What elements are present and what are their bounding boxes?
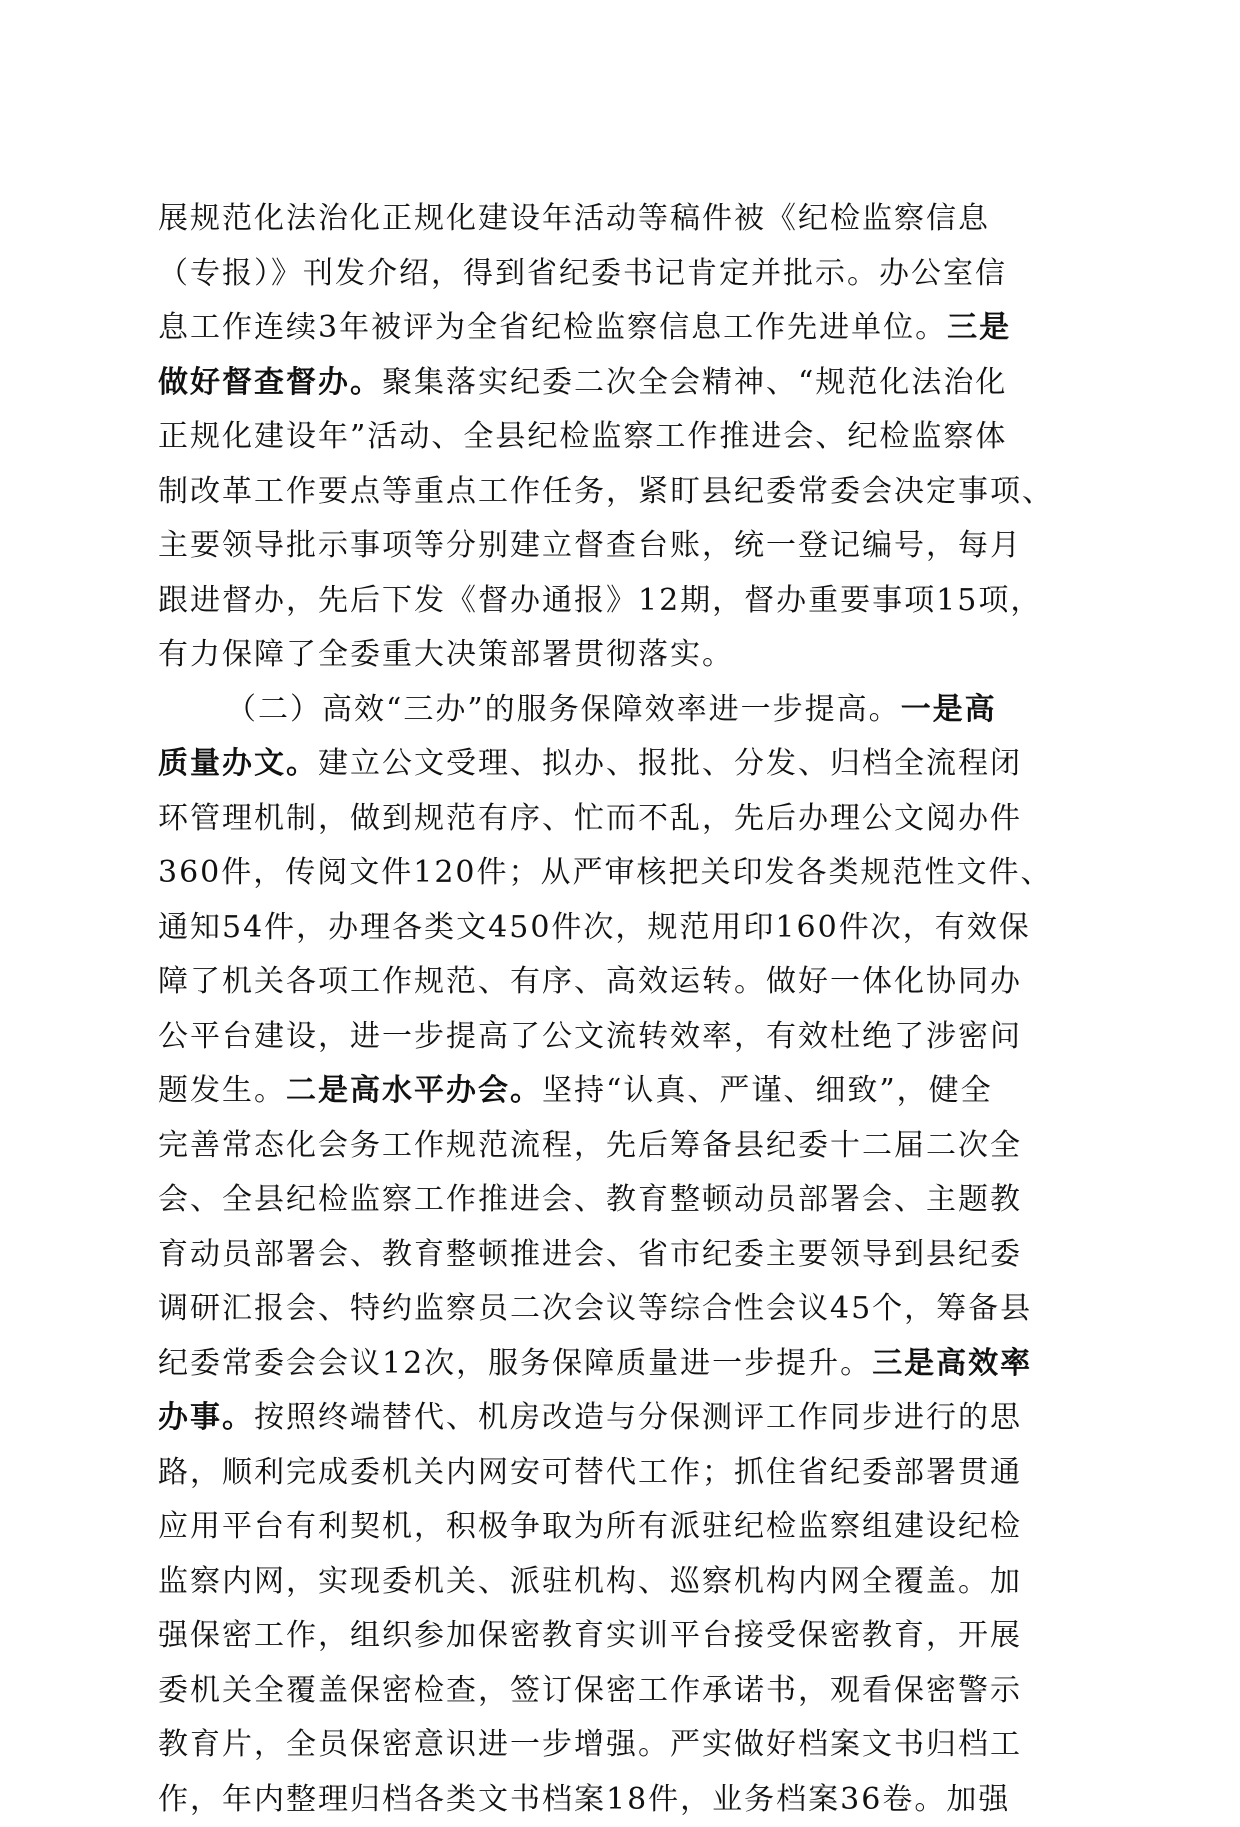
bold-heading-run: 办事。 [158, 1400, 254, 1435]
text-line [158, 1337, 1078, 1392]
text-run: 完善常态化会务工作规范流程，先后筹备县纪委十二届二次全 [158, 1128, 1022, 1163]
text-line [158, 1119, 1078, 1174]
text-line [158, 1010, 1078, 1065]
bold-heading-run: 一是高 [901, 692, 997, 727]
text-run: 制改革工作要点等重点工作任务，紧盯县纪委常委会决定事项、 [158, 474, 1054, 509]
text-run: 会、全县纪检监察工作推进会、教育整顿动员部署会、主题教 [158, 1182, 1022, 1217]
body-text [158, 192, 1078, 1827]
text-line [158, 1391, 1078, 1446]
text-run: 育动员部署会、教育整顿推进会、省市纪委主要领导到县纪委 [158, 1237, 1022, 1272]
text-run: 纪委常委会会议12次，服务保障质量进一步提升。 [158, 1346, 872, 1381]
text-run: 监察内网，实现委机关、派驻机构、巡察机构内网全覆盖。加 [158, 1564, 1022, 1599]
text-line [158, 1282, 1078, 1337]
text-line [158, 955, 1078, 1010]
text-line [158, 737, 1078, 792]
text-run: 作，年内整理归档各类文书档案18件，业务档案36卷。加强 [158, 1782, 1010, 1817]
section-heading-line [158, 683, 1078, 738]
text-run: 路，顺利完成委机关内网安可替代工作；抓住省纪委部署贯通 [158, 1455, 1022, 1490]
text-run: （专报）》刊发介绍，得到省纪委书记肯定并批示。办公室信 [158, 256, 1007, 291]
text-run: 按照终端替代、机房改造与分保测评工作同步进行的思 [254, 1400, 1022, 1435]
text-line [158, 1173, 1078, 1228]
text-line [158, 301, 1078, 356]
text-line [158, 1555, 1078, 1610]
text-run: 息工作连续3年被评为全省纪检监察信息工作先进单位。 [158, 310, 947, 345]
section-heading: （二）高效“三办”的服务保障效率进一步提高。 [226, 692, 901, 727]
text-line [158, 1718, 1078, 1773]
text-line [158, 356, 1078, 411]
text-line [158, 1500, 1078, 1555]
text-run: 强保密工作，组织参加保密教育实训平台接受保密教育，开展 [158, 1618, 1022, 1653]
text-run: 调研汇报会、特约监察员二次会议等综合性会议45个，筹备县 [158, 1291, 1032, 1326]
text-run: 聚集落实纪委二次全会精神、“规范化法治化 [382, 365, 1007, 400]
text-run: 通知54件，办理各类文450件次，规范用印160件次，有效保 [158, 910, 1031, 945]
text-line [158, 1609, 1078, 1664]
bold-heading-run: 三是高效率 [872, 1346, 1032, 1381]
text-run: 教育片，全员保密意识进一步增强。严实做好档案文书归档工 [158, 1727, 1022, 1762]
text-run: 有力保障了全委重大决策部署贯彻落实。 [158, 637, 734, 672]
bold-heading-run: 做好督查督办。 [158, 365, 382, 400]
text-run: 360件，传阅文件120件；从严审核把关印发各类规范性文件、 [158, 855, 1053, 890]
text-run: 环管理机制，做到规范有序、忙而不乱，先后办理公文阅办件 [158, 801, 1022, 836]
bold-heading-run: 质量办文。 [158, 746, 318, 781]
bold-heading-run: 三是 [947, 310, 1011, 345]
text-line [158, 1446, 1078, 1501]
text-run: 主要领导批示事项等分别建立督查台账，统一登记编号，每月 [158, 528, 1022, 563]
text-run: 题发生。 [158, 1073, 286, 1108]
text-run: 委机关全覆盖保密检查，签订保密工作承诺书，观看保密警示 [158, 1673, 1022, 1708]
text-line [158, 628, 1078, 683]
text-line [158, 192, 1078, 247]
bold-heading-run: 二是高水平办会。 [286, 1073, 542, 1108]
text-line [158, 465, 1078, 520]
text-line [158, 1773, 1078, 1827]
text-line [158, 901, 1078, 956]
text-line [158, 1064, 1078, 1119]
text-line [158, 1228, 1078, 1283]
text-run: 障了机关各项工作规范、有序、高效运转。做好一体化协同办 [158, 964, 1022, 999]
text-run: 展规范化法治化正规化建设年活动等稿件被《纪检监察信息 [158, 201, 990, 236]
text-line [158, 574, 1078, 629]
text-line [158, 792, 1078, 847]
text-run: 公平台建设，进一步提高了公文流转效率，有效杜绝了涉密问 [158, 1019, 1022, 1054]
text-line [158, 410, 1078, 465]
text-line [158, 846, 1078, 901]
text-line [158, 247, 1078, 302]
text-run: 建立公文受理、拟办、报批、分发、归档全流程闭 [318, 746, 1022, 781]
text-line [158, 519, 1078, 574]
text-run: 应用平台有利契机，积极争取为所有派驻纪检监察组建设纪检 [158, 1509, 1022, 1544]
text-run: 坚持“认真、严谨、细致”，健全 [542, 1073, 993, 1108]
text-run: 跟进督办，先后下发《督办通报》12期，督办重要事项15项， [158, 583, 1042, 618]
text-line [158, 1664, 1078, 1719]
text-run: 正规化建设年”活动、全县纪检监察工作推进会、纪检监察体 [158, 419, 1007, 454]
